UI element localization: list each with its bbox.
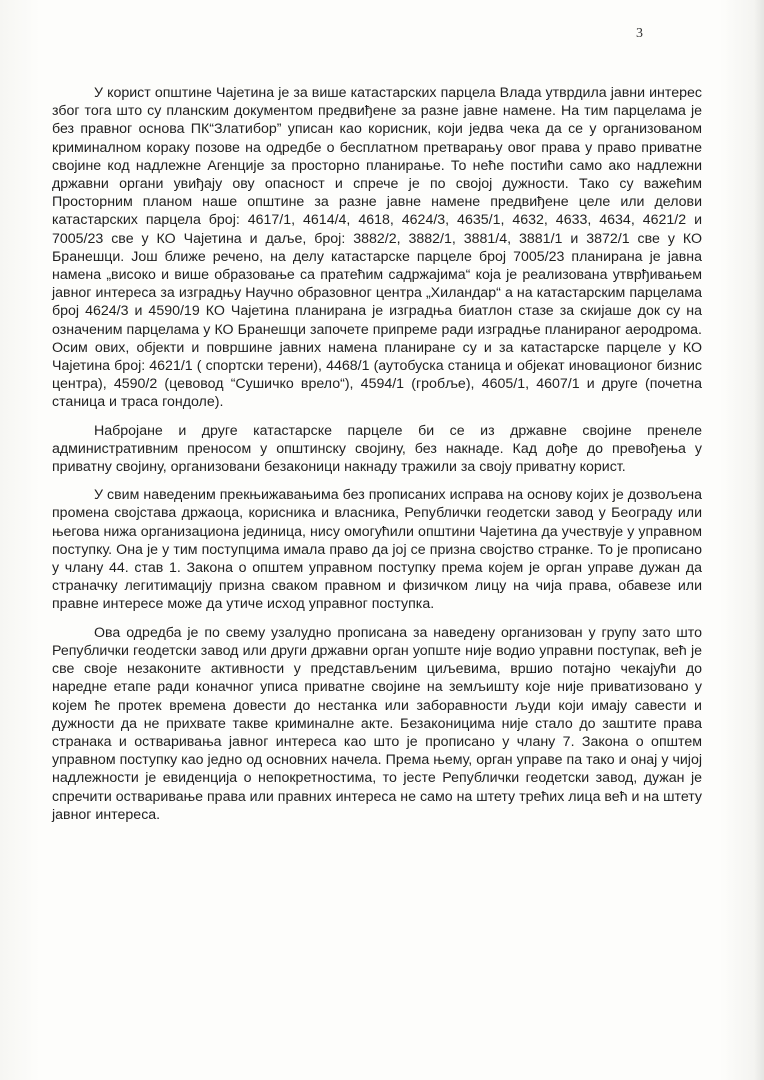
page-edge-shadow	[754, 0, 764, 1080]
paragraph-1: У корист општине Чајетина је за више катастарских парцела Влада утврдила јавни интерес због тога што су планским документом предвиђене за разне јавне намене. На тим парцелама је без правног основа ПК“Златибор” уписан као корисник, који једва чека да се у организованом криминалном кораку позове на одредбе о бесплатном претварању овог права у право приватне својине код надлежне Агенције за просторно планирање. То неће постићи само ако надлежни државни органи увиђају ову опасност и спрече је по својој дужности. Тако су важећим Просторним планом наше општине за разне јавне намене предвиђене целе или делови катастарских парцела број: 4617/1, 4614/4, 4618, 4624/3, 4635/1, 4632, 4633, 4634, 4621/2 и 7005/23 све у КО Чајетина и даље, број: 3882/2, 3882/1, 3881/4, 3881/1 и 3872/1 све у КО Бранешци. Још ближе речено, на делу катастарске парцеле број 7005/23 планирана је јавна намена „високо и више образовање са пратећим садржајима“ која је реализована утврђивањем јавног интереса за изградњу Научно образовног центра „Хиландар“ а на катастарским парцелама број 4624/3 и 4590/19 КО Чајетина планирана је изградња биатлон стазе за скијаше док су на означеним парцелама у КО Бранешци започете припреме ради изградње планираног аеродрома. Осим ових, објекти и површине јавних намена планиране су и за катастарске парцеле у КО Чајетина број: 4621/1 ( спортски терени), 4468/1 (аутобуска станица и објекат иновационог бизнис центра), 4590/2 (цевовод “Сушичко врело“), 4594/1 (гробље), 4605/1, 4607/1 и друге (почетна станица и траса гондоле).	[52, 85, 702, 411]
document-body	[52, 84, 702, 824]
paragraph-4: Ова одредба је по свему узалудно прописана за наведену организован у групу зато што Републички геодетски завод или други државни орган уопште није водио управни поступак, већ је све своје незаконите активности у представљеним циљевима, вршио потајно чекајући до наредне етапе ради коначног уписа приватне својине на земљишту које није приватизовано у којем ће протек времена довести до нестанка или заборавности људи који имају савести и дужности да не прихвате такве криминалне акте. Безаконицима није стало до заштите права странака и остваривања јавног интереса као што је прописано у члану 7. Закона о општем управном поступку као једно од основних начела. Према њему, орган управе па тако и онај у чијој надлежности је евиденција о непокретностима, то јесте Републички геодетски завод, дужан је спречити остваривање права или правних интереса не само на штету трећих лица већ и на штету јавног интереса.	[52, 624, 702, 823]
page-number: 3	[636, 26, 643, 41]
paragraph-3: У свим наведеним прекњижавањима без прописаних исправа на основу којих је дозвољена промена својстава држаоца, корисника и власника, Републички геодетски завод у Београду или његова нижа организациона јединица, нису омогућили општини Чајетина да учествује у управном поступку. Она је у тим поступцима имала право да јој се призна својство странке. То је прописано у члану 44. став 1. Закона о општем управном поступку према којем је орган управе дужан да страначку легитимацију призна сваком правном и физичком лицу на чија права, обавезе или правне интересе може да утиче исход управног поступка.	[52, 487, 702, 613]
paragraph-2: Набројане и друге катастарске парцеле би се из државне својине пренеле административним преносом у општинску својину, без накнаде. Кад дође до превођења у приватну својину, организовани безаконици накнаду тражили за своју приватну корист.	[52, 422, 702, 476]
